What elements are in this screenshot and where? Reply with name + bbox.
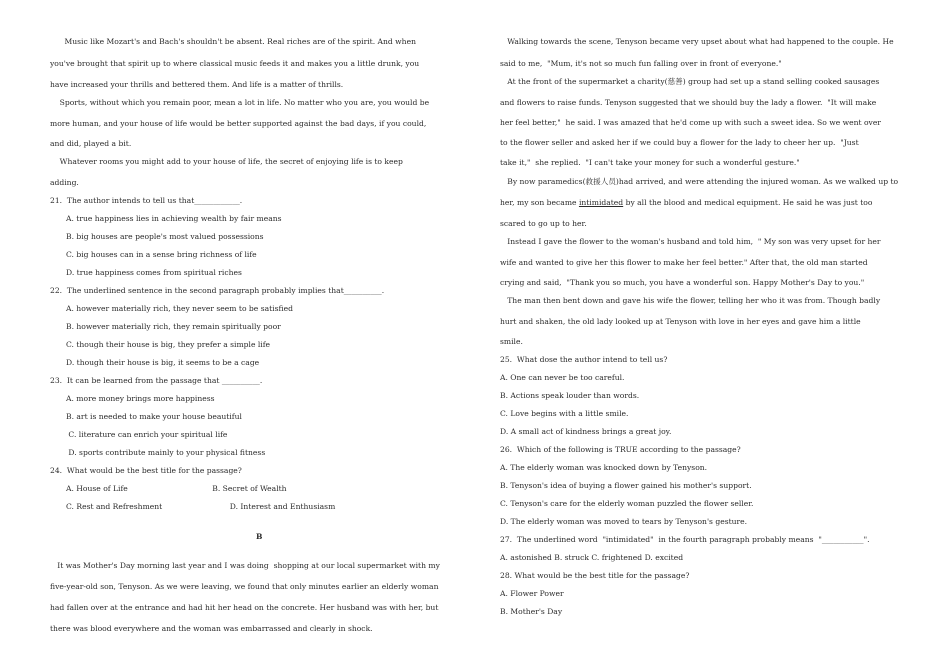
answer-option[interactable]: C. though their house is big, they prefer a simple life bbox=[66, 340, 271, 349]
passage-line: crying and said, "Thank you so much, you have a wonderful son. Happy Mother's Day to you." bbox=[500, 278, 865, 287]
answer-option[interactable]: C. Rest and Refreshment D. Interest and Enthusiasm bbox=[66, 502, 336, 511]
answer-option[interactable]: B. Actions speak louder than words. bbox=[500, 391, 640, 400]
answer-option[interactable]: B. big houses are people's most valued possessions bbox=[66, 232, 264, 241]
answer-option[interactable]: A. however materially rich, they never seem to be satisfied bbox=[66, 304, 293, 313]
answer-option[interactable]: A. Flower Power bbox=[500, 589, 564, 598]
passage-line: have increased your thrills and bettered them. And life is a matter of thrills. bbox=[50, 80, 344, 89]
answer-option[interactable]: D. sports contribute mainly to your physical fitness bbox=[66, 448, 266, 457]
answer-option[interactable]: A. The elderly woman was knocked down by Tenyson. bbox=[500, 463, 708, 472]
question-stem: 26. Which of the following is TRUE according to the passage? bbox=[500, 445, 741, 454]
answer-option[interactable]: A. true happiness lies in achieving wealth by fair means bbox=[66, 214, 282, 223]
question-stem: 25. What dose the author intend to tell us? bbox=[500, 355, 668, 364]
passage-line: had fallen over at the entrance and had hit her head on the concrete. Her husband was with her, but bbox=[50, 603, 439, 612]
passage-line: Instead I gave the flower to the woman's husband and told him, " My son was very upset for her bbox=[500, 237, 881, 246]
passage-line: said to me, "Mum, it's not so much fun falling over in front of everyone." bbox=[500, 59, 782, 68]
question-stem: 27. The underlined word "intimidated" in the fourth paragraph probably means "___________". bbox=[500, 535, 870, 544]
answer-option[interactable]: A. more money brings more happiness bbox=[66, 394, 215, 403]
answer-option[interactable]: C. big houses can in a sense bring richness of life bbox=[66, 250, 257, 259]
passage-line: Music like Mozart's and Bach's shouldn't be absent. Real riches are of the spirit. And when bbox=[50, 37, 416, 46]
passage-line: there was blood everywhere and the woman was embarrassed and clearly in shock. bbox=[50, 624, 373, 633]
answer-option[interactable]: B. however materially rich, they remain spiritually poor bbox=[66, 322, 281, 331]
answer-option[interactable]: B. Tenyson's idea of buying a flower gained his mother's support. bbox=[500, 481, 752, 490]
passage-line: By now paramedics(救援人员)had arrived, and were attending the injured woman. As we walked up to bbox=[500, 177, 899, 186]
passage-line: Whatever rooms you might add to your house of life, the secret of enjoying life is to keep bbox=[50, 157, 403, 166]
answer-option[interactable]: A. One can never be too careful. bbox=[500, 373, 625, 382]
passage-line: her feel better," he said. I was amazed that he'd come up with such a sweet idea. So we went over bbox=[500, 118, 881, 127]
answer-option[interactable]: A. astonished B. struck C. frightened D. excited bbox=[500, 553, 684, 562]
answer-option[interactable]: A. House of Life B. Secret of Wealth bbox=[66, 484, 287, 493]
passage-line: and flowers to raise funds. Tenyson suggested that we should buy the lady a flower. "It will make bbox=[500, 98, 877, 107]
passage-line: hurt and shaken, the old lady looked up at Tenyson with love in her eyes and gave him a little bbox=[500, 317, 861, 326]
passage-line: It was Mother's Day morning last year and I was doing shopping at our local supermarket with my bbox=[50, 561, 440, 570]
passage-text: by all the blood and medical equipment. He said he was just too bbox=[623, 198, 873, 207]
passage-line: adding. bbox=[50, 178, 79, 187]
question-stem: 21. The author intends to tell us that____________. bbox=[50, 196, 243, 205]
passage-line: smile. bbox=[500, 337, 523, 346]
passage-line: Walking towards the scene, Tenyson became very upset about what had happened to the couple. He bbox=[500, 37, 894, 46]
passage-line: take it," she replied. "I can't take your money for such a wonderful gesture." bbox=[500, 158, 800, 167]
passage-line: The man then bent down and gave his wife the flower, telling her who it was from. Though badly bbox=[500, 296, 881, 305]
answer-option[interactable]: D. though their house is big, it seems to be a cage bbox=[66, 358, 260, 367]
passage-line: five-year-old son, Tenyson. As we were leaving, we found that only minutes earlier an elderly woman bbox=[50, 582, 439, 591]
passage-line: and did, played a bit. bbox=[50, 139, 132, 148]
underlined-word: intimidated bbox=[578, 198, 624, 207]
answer-option[interactable]: D. A small act of kindness brings a great joy. bbox=[500, 427, 672, 436]
passage-line: to the flower seller and asked her if we could buy a flower for the lady to cheer her up. "Just bbox=[500, 138, 859, 147]
passage-line: At the front of the supermarket a charity(慈善) group had set up a stand selling cooked sausages bbox=[500, 77, 880, 86]
passage-line: more human, and your house of life would be better supported against the bad days, if you could, bbox=[50, 119, 427, 128]
question-stem: 22. The underlined sentence in the second paragraph probably implies that__________. bbox=[50, 286, 385, 295]
question-stem: 28. What would be the best title for the passage? bbox=[500, 571, 690, 580]
passage-line: wife and wanted to give her this flower to make her feel better." After that, the old man started bbox=[500, 258, 868, 267]
answer-option[interactable]: C. Love begins with a little smile. bbox=[500, 409, 629, 418]
passage-line: scared to go up to her. bbox=[500, 219, 587, 228]
section-b-title: B bbox=[256, 532, 263, 541]
passage-line: Sports, without which you remain poor, mean a lot in life. No matter who you are, you would be bbox=[50, 98, 430, 107]
question-stem: 24. What would be the best title for the passage? bbox=[50, 466, 242, 475]
answer-option[interactable]: B. art is needed to make your house beautiful bbox=[66, 412, 242, 421]
passage-line: you've brought that spirit up to where classical music feeds it and makes you a little drunk, you bbox=[50, 59, 420, 68]
passage-text: her, my son became bbox=[500, 198, 579, 207]
answer-option[interactable]: C. Tenyson's care for the elderly woman puzzled the flower seller. bbox=[500, 499, 754, 508]
question-stem: 23. It can be learned from the passage that __________. bbox=[50, 376, 263, 385]
answer-option[interactable]: C. literature can enrich your spiritual life bbox=[66, 430, 228, 439]
answer-option[interactable]: D. The elderly woman was moved to tears by Tenyson's gesture. bbox=[500, 517, 748, 526]
answer-option[interactable]: D. true happiness comes from spiritual riches bbox=[66, 268, 242, 277]
passage-line-with-underlined-word bbox=[500, 198, 872, 208]
answer-option[interactable]: B. Mother's Day bbox=[500, 607, 563, 616]
